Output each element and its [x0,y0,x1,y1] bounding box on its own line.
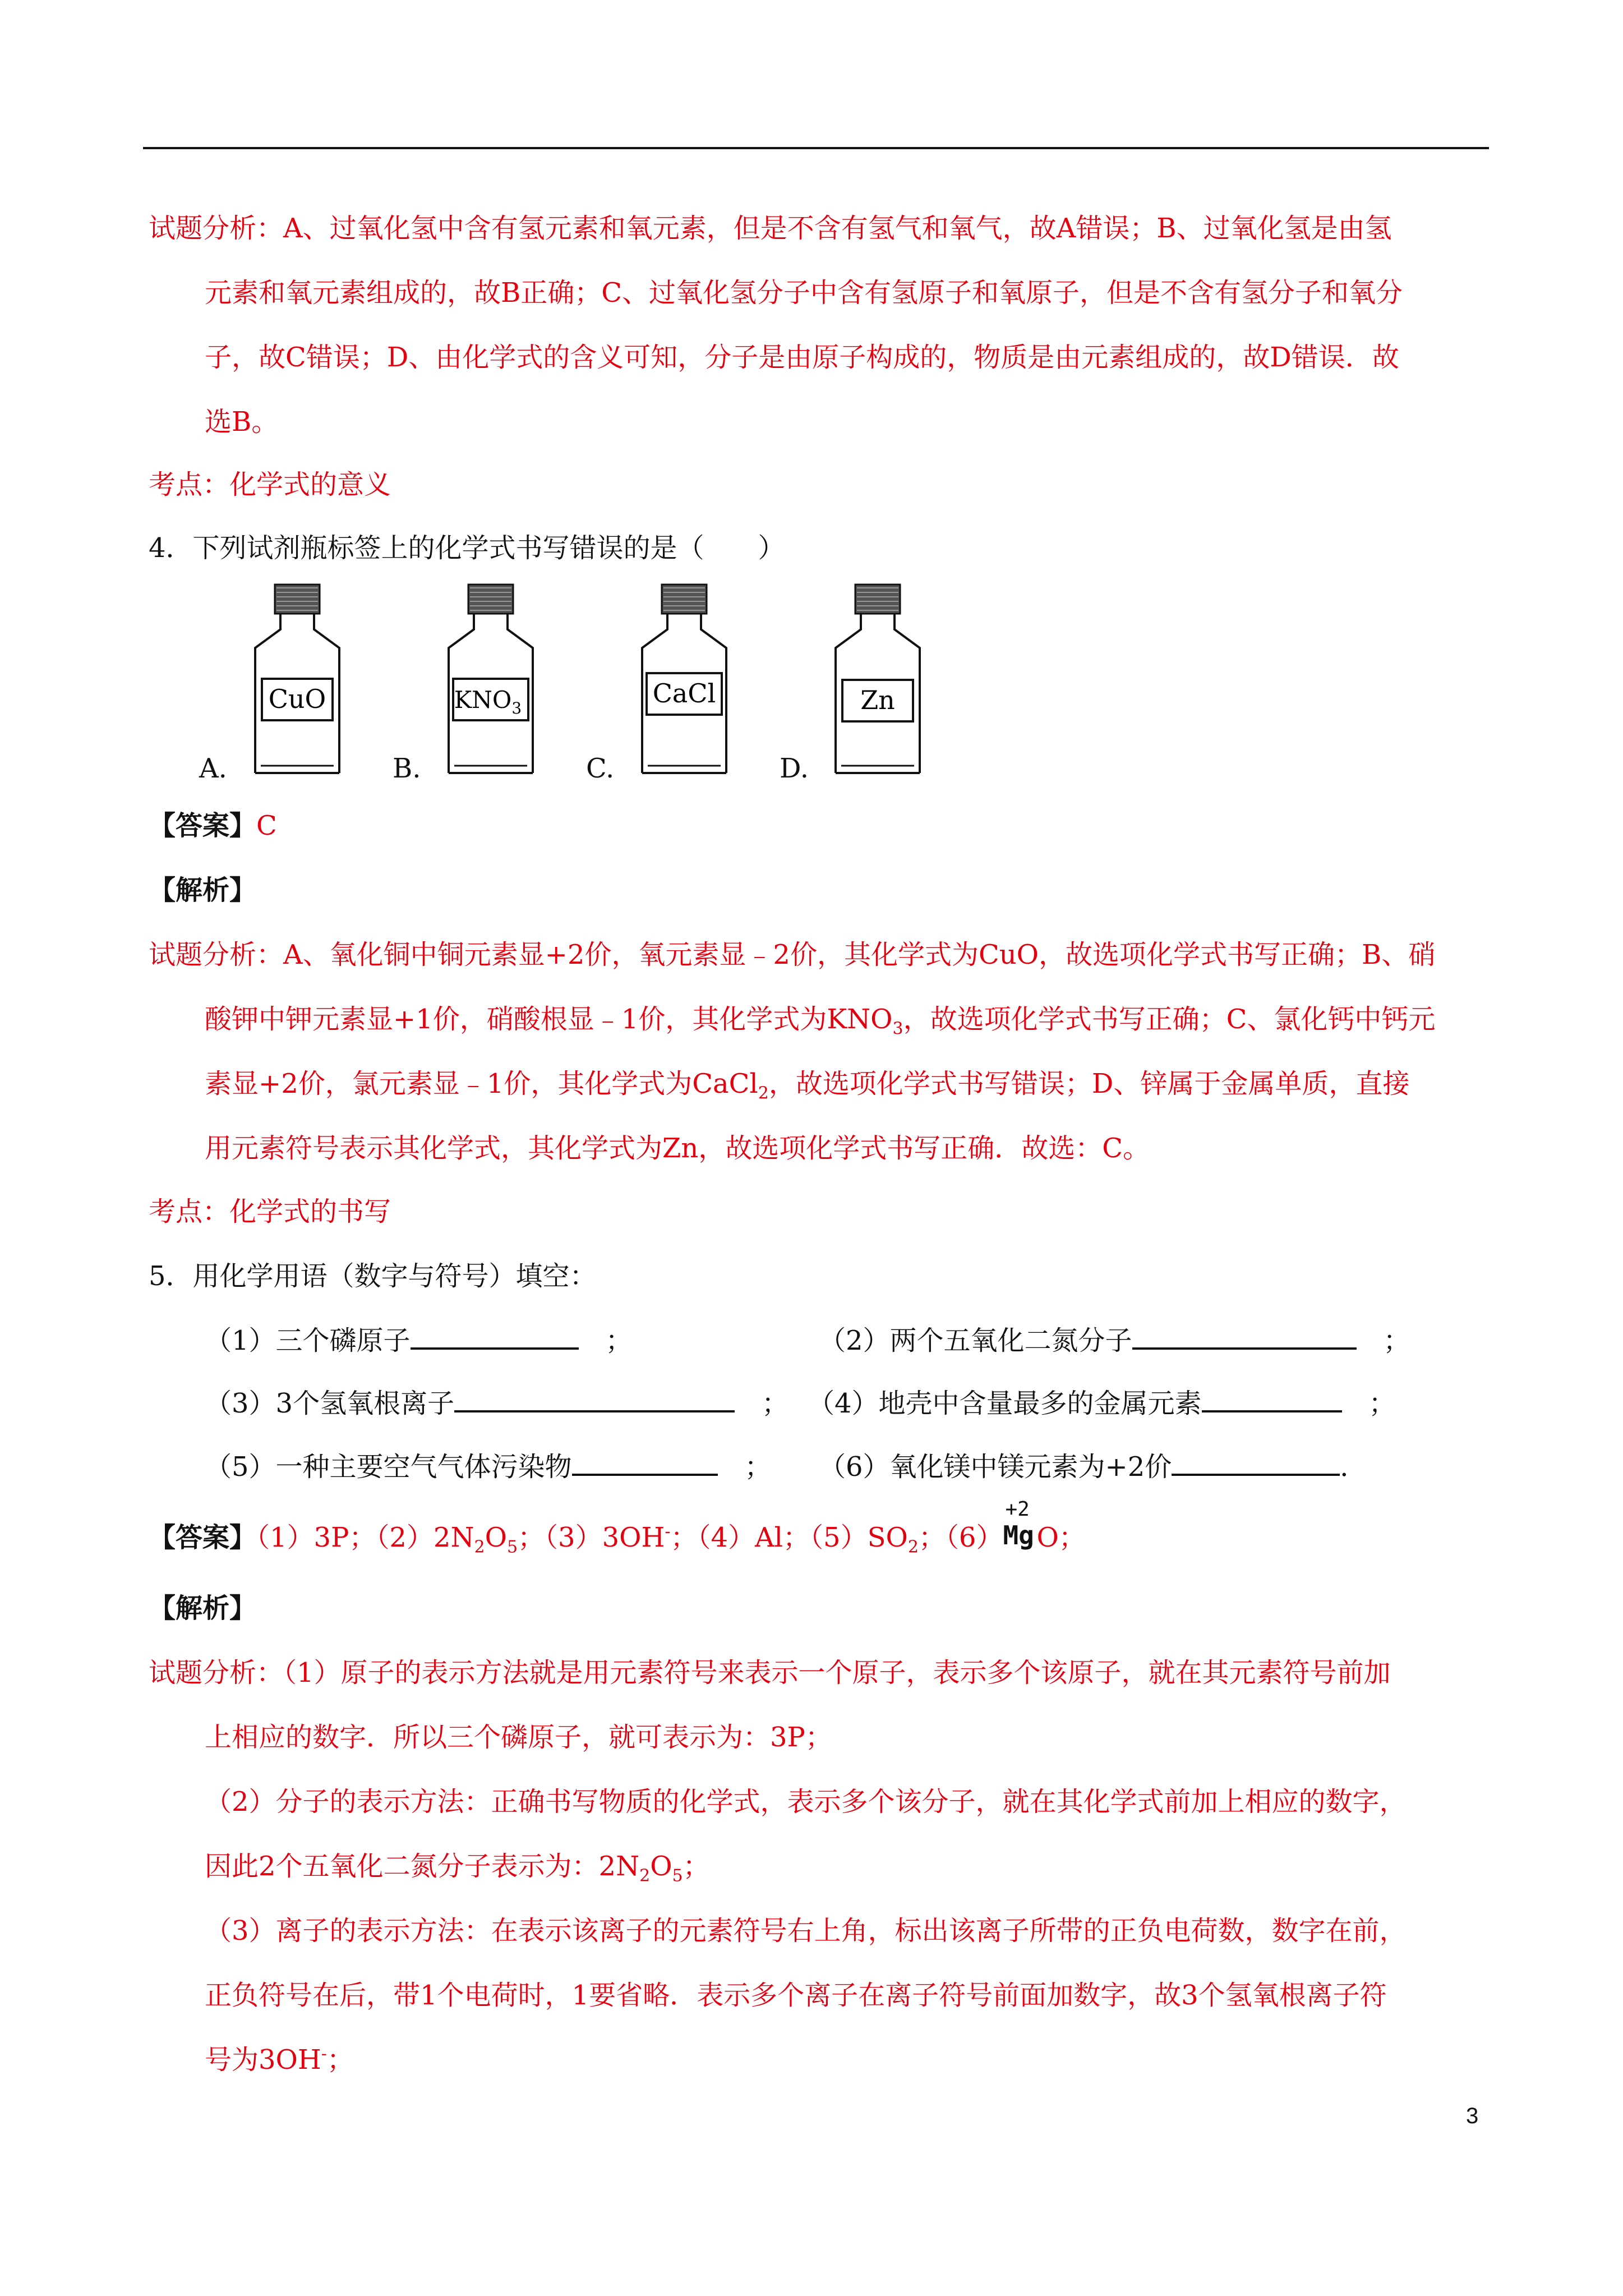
reagent-bottle-icon [443,583,538,777]
fill-blank[interactable] [572,1451,718,1476]
bottle-label: Zn [860,685,895,715]
q5-item-5: （5）一种主要空气气体污染物 ； [205,1451,772,1483]
analysis-q5-line1: 试题分析：（1）原子的表示方法就是用元素符号来表示一个原子，表示多个该原子，就在其元素符号前加 [149,1657,1391,1688]
fill-blank[interactable] [454,1388,735,1412]
svg-text:KNO3 [454,686,522,717]
analysis-q5-line3: （2）分子的表示方法：正确书写物质的化学式，表示多个该分子，就在其化学式前加上相应的数字， [205,1786,1407,1818]
answer-value: （1）3P；$(2)2N_2O_5$；（3）3OH-；（4）Al；$(5)SO_2$；（6） [256,1522,1003,1557]
fill-blank[interactable] [1202,1388,1342,1412]
analysis-q4-line4: 用元素符号表示其化学式，其化学式为Zn，故选项化学式书写正确．故选：C。 [205,1133,1150,1164]
page-number: 3 [1466,2104,1479,2128]
option-letter: C. [586,753,615,784]
option-b[interactable] [393,583,561,785]
bottle-label: CaCl [652,678,716,708]
reagent-bottle-icon [250,583,345,777]
answer-tag: 【答案】 [149,1522,257,1553]
answer-value: C [256,810,277,841]
q4-jiexi: 【解析】 [149,875,257,906]
analysis-q5-line5: （3）离子的表示方法：在表示该离子的元素符号右上角，标出该离子所带的正负电荷数，数字在前， [205,1915,1407,1947]
analysis-q4-line3: 素显+2价，氯元素显﹣1价，其化学式为CaCl$_2$，故选项化学式书写错误；D、锌属于金属单质，直接 [205,1068,1410,1103]
analysis-q4-line2: 酸钾中钾元素显+1价，硝酸根显﹣1价，其化学式为$KNO_3$，故选项化学式书写正确；C、氯化钙中钙元 [205,1004,1436,1039]
q5-item-3: （3）3个氢氧根离子 ； [205,1388,789,1419]
analysis-q3-line1: 试题分析：A、过氧化氢中含有氢元素和氧元素，但是不含有氢气和氧气，故A错误；B、过氧化氢是由氢 [149,213,1392,244]
kaodian-q3: 考点：化学式的意义 [149,469,391,500]
bottle-label-subscript: 3 [511,699,522,717]
option-c[interactable] [586,583,754,785]
analysis-q5-line7: 号为3OH-； [205,2044,354,2076]
q4-answer [149,808,277,844]
bottle-label: CuO [268,684,326,714]
fill-blank[interactable] [1172,1451,1340,1476]
q4-options [199,583,984,785]
analysis-q5-line4: 因此2个五氧化二氮分子表示为：$2N_2O_5$； [205,1851,710,1886]
analysis-q4-line1: 试题分析：A、氧化铜中铜元素显+2价，氧元素显﹣2价，其化学式为CuO，故选项化学式书写正确；B、硝 [149,939,1436,970]
q5-answer [149,1498,1086,1557]
q5-item-2: （2）两个五氧化二氮分子 ； [819,1325,1410,1356]
answer-tail: O； [1036,1522,1086,1553]
option-a[interactable] [199,583,367,785]
valence-notation: +2 Mg [1003,1498,1034,1550]
analysis-q3-line2: 元素和氧元素组成的，故B正确；C、过氧化氢分子中含有氢原子和氧原子，但是不含有氢分子和氧分 [205,277,1403,309]
fill-blank[interactable] [1132,1325,1357,1350]
header-rule [143,147,1489,149]
q5-item-1: （1）三个磷原子 ； [205,1325,633,1356]
analysis-q3-line3: 子，故C错误；D、由化学式的含义可知，分子是由原子构成的，物质是由元素组成的，故D错误．故 [205,342,1399,373]
fill-blank[interactable] [411,1325,579,1350]
q4-stem: 4．下列试剂瓶标签上的化学式书写错误的是（ ） [149,532,785,564]
q5-item-6: （6）氧化镁中镁元素为+2价 ． [819,1451,1367,1483]
reagent-bottle-icon [637,583,732,777]
option-letter: B. [393,753,421,784]
analysis-q3-line4: 选B。 [205,406,279,438]
option-letter: D. [780,753,809,784]
q5-stem: 5．用化学用语（数字与符号）填空： [149,1260,597,1292]
answer-tag: 【答案】 [149,810,257,841]
option-letter: A. [199,753,227,784]
kaodian-q4: 考点：化学式的书写 [149,1196,391,1227]
analysis-q5-line6: 正负符号在后，带1个电荷时，1要省略．表示多个离子在离子符号前面加数字，故3个氢氧根离子符 [205,1980,1387,2011]
bottle-label: KNO [454,686,512,714]
q5-item-4: （4）地壳中含量最多的金属元素 ； [808,1388,1396,1419]
analysis-q5-line2: 上相应的数字．所以三个磷原子，就可表示为：3P； [205,1722,832,1753]
reagent-bottle-icon [830,583,925,777]
option-d[interactable] [780,583,948,785]
q5-jiexi: 【解析】 [149,1593,257,1624]
